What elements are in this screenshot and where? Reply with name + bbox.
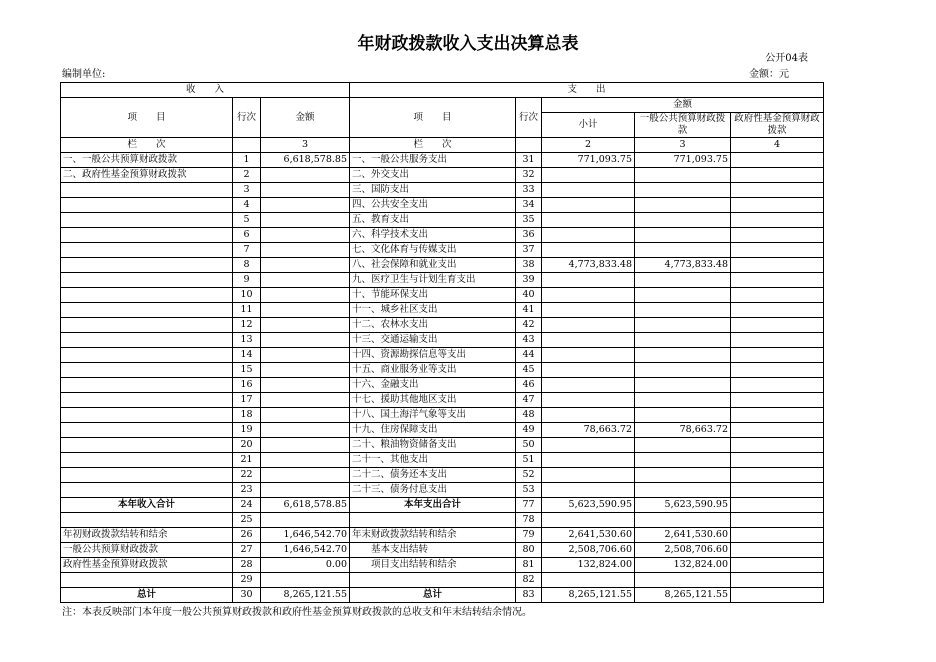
expense-item-cell: 二十、粮油物资储备支出 <box>350 438 516 453</box>
expense-general-budget-cell: 78,663.72 <box>635 423 731 438</box>
table-row <box>61 483 824 498</box>
income-item-cell: 年初财政拨款结转和结余 <box>61 528 233 543</box>
income-item-cell <box>61 378 233 393</box>
expense-general-budget-cell <box>635 333 731 348</box>
income-amount-cell <box>261 453 350 468</box>
expense-item-cell: 十三、交通运输支出 <box>350 333 516 348</box>
income-line-no-cell: 18 <box>233 408 261 423</box>
expense-gov-fund-cell <box>731 468 824 483</box>
expense-subtotal-cell <box>542 183 635 198</box>
table-row <box>61 498 824 513</box>
table-row <box>61 348 824 363</box>
expense-line-no-cell: 31 <box>516 153 542 168</box>
expense-item-cell: 四、公共安全支出 <box>350 198 516 213</box>
expense-subtotal-cell: 78,663.72 <box>542 423 635 438</box>
expense-gov-fund-cell <box>731 213 824 228</box>
income-item-cell <box>61 318 233 333</box>
expense-line-no-cell: 51 <box>516 453 542 468</box>
table-row <box>61 363 824 378</box>
expense-subtotal-cell: 4,773,833.48 <box>542 258 635 273</box>
expense-line-no-cell: 81 <box>516 558 542 573</box>
income-line-no-cell: 13 <box>233 333 261 348</box>
income-item-cell <box>61 213 233 228</box>
income-amount-cell <box>261 273 350 288</box>
expense-subtotal-cell: 2,508,706.60 <box>542 543 635 558</box>
expense-general-budget-cell <box>635 408 731 423</box>
expense-gov-fund-cell <box>731 423 824 438</box>
expense-subtotal-cell: 132,824.00 <box>542 558 635 573</box>
expense-general-budget-cell: 4,773,833.48 <box>635 258 731 273</box>
expense-line-no-cell: 41 <box>516 303 542 318</box>
income-item-cell <box>61 273 233 288</box>
income-line-no-cell: 22 <box>233 468 261 483</box>
income-amount-cell <box>261 288 350 303</box>
expense-subtotal-cell <box>542 468 635 483</box>
expense-gov-fund-cell <box>731 288 824 303</box>
income-col-3: 3 <box>261 138 350 153</box>
expense-gov-fund-cell <box>731 243 824 258</box>
expense-subtotal-cell: 771,093.75 <box>542 153 635 168</box>
table-row <box>61 468 824 483</box>
income-amount-cell <box>261 468 350 483</box>
expense-general-budget-cell <box>635 348 731 363</box>
expense-general-budget-cell <box>635 183 731 198</box>
compiling-unit-label: 编制单位: <box>62 69 106 80</box>
table-row <box>61 288 824 303</box>
income-line-no-cell: 11 <box>233 303 261 318</box>
table-row <box>61 393 824 408</box>
income-amount-cell <box>261 228 350 243</box>
expense-general-budget-cell <box>635 573 731 588</box>
income-item-cell <box>61 228 233 243</box>
table-row <box>61 573 824 588</box>
expense-gov-fund-cell <box>731 318 824 333</box>
expense-subtotal-cell <box>542 393 635 408</box>
expense-line-no-cell: 47 <box>516 393 542 408</box>
income-amount-cell <box>261 363 350 378</box>
income-line-no-cell: 9 <box>233 273 261 288</box>
expense-general-budget-cell <box>635 468 731 483</box>
expense-line-no-cell: 46 <box>516 378 542 393</box>
expense-item-header: 项 目 <box>350 98 516 138</box>
expense-general-budget-cell <box>635 453 731 468</box>
income-line-no-cell: 2 <box>233 168 261 183</box>
expense-line-no-cell: 44 <box>516 348 542 363</box>
table-row <box>61 273 824 288</box>
income-amount-cell: 0.00 <box>261 558 350 573</box>
expense-general-budget-cell <box>635 213 731 228</box>
expense-general-budget-cell <box>635 438 731 453</box>
expense-gov-fund-cell <box>731 258 824 273</box>
expense-item-cell: 三、国防支出 <box>350 183 516 198</box>
expense-general-budget-cell <box>635 198 731 213</box>
expense-gov-fund-cell <box>731 333 824 348</box>
expense-col-label: 栏 次 <box>350 138 516 153</box>
expense-subtotal-cell <box>542 453 635 468</box>
income-amount-cell <box>261 168 350 183</box>
expense-item-cell: 十二、农林水支出 <box>350 318 516 333</box>
table-row <box>61 543 824 558</box>
expense-general-budget-cell: 8,265,121.55 <box>635 588 731 603</box>
expense-item-cell: 基本支出结转 <box>350 543 516 558</box>
income-item-cell: 政府性基金预算财政拨款 <box>61 558 233 573</box>
income-item-cell <box>61 258 233 273</box>
expense-general-budget-cell <box>635 273 731 288</box>
form-number: 公开04表 <box>765 53 808 64</box>
expense-item-cell: 总计 <box>350 588 516 603</box>
income-item-cell <box>61 183 233 198</box>
table-row <box>61 318 824 333</box>
income-amount-cell <box>261 198 350 213</box>
income-amount-cell <box>261 258 350 273</box>
expense-line-no-cell: 77 <box>516 498 542 513</box>
income-line-no-cell: 17 <box>233 393 261 408</box>
table-row <box>61 453 824 468</box>
budget-summary-table <box>60 82 824 603</box>
income-line-no-cell: 30 <box>233 588 261 603</box>
expense-item-cell: 十七、援助其他地区支出 <box>350 393 516 408</box>
income-line-no-header: 行次 <box>233 98 261 138</box>
expense-item-cell: 十八、国土海洋气象等支出 <box>350 408 516 423</box>
expense-subtotal-cell <box>542 168 635 183</box>
expense-col-2: 2 <box>542 138 635 153</box>
expense-subtotal-cell <box>542 513 635 528</box>
table-row <box>61 588 824 603</box>
expense-line-no-cell: 49 <box>516 423 542 438</box>
expense-line-no-cell: 78 <box>516 513 542 528</box>
expense-gov-fund-cell <box>731 168 824 183</box>
income-line-no-cell: 24 <box>233 498 261 513</box>
table-row <box>61 408 824 423</box>
expense-gov-fund-cell <box>731 393 824 408</box>
expense-line-no-cell: 80 <box>516 543 542 558</box>
expense-line-no-cell: 43 <box>516 333 542 348</box>
income-line-no-cell: 15 <box>233 363 261 378</box>
income-item-cell <box>61 393 233 408</box>
income-item-header: 项 目 <box>61 98 233 138</box>
income-item-cell <box>61 333 233 348</box>
income-amount-cell: 6,618,578.85 <box>261 498 350 513</box>
income-amount-cell <box>261 393 350 408</box>
expense-line-no-cell: 52 <box>516 468 542 483</box>
income-amount-cell <box>261 483 350 498</box>
income-item-cell <box>61 408 233 423</box>
income-line-no-cell: 7 <box>233 243 261 258</box>
expense-line-no-cell: 39 <box>516 273 542 288</box>
income-item-cell <box>61 243 233 258</box>
income-header: 收 入 <box>61 83 350 98</box>
income-item-cell <box>61 573 233 588</box>
subtotal-header: 小计 <box>542 113 635 138</box>
expense-general-budget-cell <box>635 393 731 408</box>
expense-general-budget-cell <box>635 363 731 378</box>
report-title: 年财政拨款收入支出决算总表 <box>357 34 579 54</box>
income-line-no-cell: 8 <box>233 258 261 273</box>
income-line-no-cell: 28 <box>233 558 261 573</box>
expense-subtotal-cell <box>542 213 635 228</box>
expense-item-cell: 二十三、债务付息支出 <box>350 483 516 498</box>
table-body <box>61 83 824 603</box>
expense-line-no-cell: 48 <box>516 408 542 423</box>
expense-subtotal-cell <box>542 348 635 363</box>
expense-general-budget-cell: 2,508,706.60 <box>635 543 731 558</box>
expense-line-no-cell: 32 <box>516 168 542 183</box>
income-amount-cell <box>261 183 350 198</box>
income-line-no-cell: 29 <box>233 573 261 588</box>
income-line-no-cell: 23 <box>233 483 261 498</box>
income-amount-cell <box>261 318 350 333</box>
income-amount-cell <box>261 423 350 438</box>
income-line-no-cell: 1 <box>233 153 261 168</box>
expense-item-cell: 二、外交支出 <box>350 168 516 183</box>
expense-item-cell: 项目支出结转和结余 <box>350 558 516 573</box>
income-amount-cell: 6,618,578.85 <box>261 153 350 168</box>
income-col-blank <box>233 138 261 153</box>
income-item-cell <box>61 423 233 438</box>
gov-fund-header: 政府性基金预算财政拨款 <box>731 113 824 138</box>
income-line-no-cell: 10 <box>233 288 261 303</box>
income-amount-cell <box>261 213 350 228</box>
income-line-no-cell: 6 <box>233 228 261 243</box>
expense-item-cell <box>350 573 516 588</box>
expense-subtotal-cell <box>542 408 635 423</box>
expense-general-budget-cell <box>635 483 731 498</box>
income-line-no-cell: 14 <box>233 348 261 363</box>
income-line-no-cell: 12 <box>233 318 261 333</box>
expense-col-blank <box>516 138 542 153</box>
income-amount-cell <box>261 348 350 363</box>
expense-item-cell: 五、教育支出 <box>350 213 516 228</box>
income-amount-cell: 1,646,542.70 <box>261 543 350 558</box>
expense-gov-fund-cell <box>731 453 824 468</box>
table-row <box>61 528 824 543</box>
income-amount-cell <box>261 438 350 453</box>
income-amount-cell: 1,646,542.70 <box>261 528 350 543</box>
expense-gov-fund-cell <box>731 513 824 528</box>
table-row <box>61 438 824 453</box>
expense-gov-fund-cell <box>731 198 824 213</box>
expense-subtotal-cell <box>542 333 635 348</box>
expense-subtotal-cell <box>542 303 635 318</box>
expense-line-no-cell: 35 <box>516 213 542 228</box>
expense-line-no-cell: 36 <box>516 228 542 243</box>
expense-item-cell: 二十一、其他支出 <box>350 453 516 468</box>
table-row <box>61 423 824 438</box>
income-item-cell <box>61 453 233 468</box>
expense-gov-fund-cell <box>731 483 824 498</box>
expense-gov-fund-cell <box>731 543 824 558</box>
expense-subtotal-cell <box>542 378 635 393</box>
expense-subtotal-cell <box>542 438 635 453</box>
general-budget-header: 一般公共预算财政拨款 <box>635 113 731 138</box>
expense-gov-fund-cell <box>731 153 824 168</box>
income-amount-cell: 8,265,121.55 <box>261 588 350 603</box>
header-row-2 <box>61 98 824 113</box>
expense-general-budget-cell <box>635 228 731 243</box>
income-item-cell: 一般公共预算财政拨款 <box>61 543 233 558</box>
income-item-cell: 本年收入合计 <box>61 498 233 513</box>
table-row <box>61 228 824 243</box>
income-item-cell <box>61 288 233 303</box>
income-item-cell <box>61 438 233 453</box>
expense-line-no-cell: 42 <box>516 318 542 333</box>
expense-subtotal-cell <box>542 288 635 303</box>
income-item-cell: 总计 <box>61 588 233 603</box>
table-row <box>61 198 824 213</box>
expense-line-no-cell: 50 <box>516 438 542 453</box>
expense-subtotal-cell <box>542 228 635 243</box>
income-amount-cell <box>261 243 350 258</box>
expense-item-cell: 七、文化体育与传媒支出 <box>350 243 516 258</box>
income-line-no-cell: 16 <box>233 378 261 393</box>
income-col-label: 栏 次 <box>61 138 233 153</box>
expense-subtotal-cell <box>542 198 635 213</box>
expense-line-no-cell: 38 <box>516 258 542 273</box>
expense-gov-fund-cell <box>731 558 824 573</box>
expense-general-budget-cell: 2,641,530.60 <box>635 528 731 543</box>
income-amount-header: 金额 <box>261 98 350 138</box>
column-index-row <box>61 138 824 153</box>
expense-line-no-cell: 53 <box>516 483 542 498</box>
income-item-cell <box>61 483 233 498</box>
table-row <box>61 243 824 258</box>
expense-general-budget-cell <box>635 243 731 258</box>
income-item-cell <box>61 198 233 213</box>
table-row <box>61 303 824 318</box>
expense-line-no-cell: 45 <box>516 363 542 378</box>
expense-line-no-header: 行次 <box>516 98 542 138</box>
amount-unit-label: 金额：元 <box>749 69 789 80</box>
income-item-cell <box>61 468 233 483</box>
expense-subtotal-cell <box>542 483 635 498</box>
expense-gov-fund-cell <box>731 588 824 603</box>
expense-gov-fund-cell <box>731 378 824 393</box>
expense-line-no-cell: 83 <box>516 588 542 603</box>
table-row <box>61 168 824 183</box>
expense-gov-fund-cell <box>731 573 824 588</box>
expense-general-budget-cell <box>635 318 731 333</box>
expense-item-cell: 本年支出合计 <box>350 498 516 513</box>
expense-item-cell: 十、节能环保支出 <box>350 288 516 303</box>
income-line-no-cell: 21 <box>233 453 261 468</box>
expense-line-no-cell: 40 <box>516 288 542 303</box>
income-line-no-cell: 19 <box>233 423 261 438</box>
table-row <box>61 213 824 228</box>
expense-item-cell: 九、医疗卫生与计划生育支出 <box>350 273 516 288</box>
income-item-cell: 二、政府性基金预算财政拨款 <box>61 168 233 183</box>
expense-gov-fund-cell <box>731 228 824 243</box>
income-line-no-cell: 26 <box>233 528 261 543</box>
table-row <box>61 513 824 528</box>
expense-general-budget-cell <box>635 303 731 318</box>
expense-general-budget-cell <box>635 513 731 528</box>
expense-general-budget-cell <box>635 288 731 303</box>
table-row <box>61 258 824 273</box>
expense-general-budget-cell <box>635 168 731 183</box>
income-line-no-cell: 3 <box>233 183 261 198</box>
income-amount-cell <box>261 378 350 393</box>
expense-amount-header: 金额 <box>542 98 824 113</box>
income-line-no-cell: 20 <box>233 438 261 453</box>
income-item-cell <box>61 348 233 363</box>
income-item-cell <box>61 303 233 318</box>
expense-item-cell: 八、社会保障和就业支出 <box>350 258 516 273</box>
expense-general-budget-cell: 5,623,590.95 <box>635 498 731 513</box>
income-amount-cell <box>261 513 350 528</box>
expense-gov-fund-cell <box>731 408 824 423</box>
expense-item-cell: 一、一般公共服务支出 <box>350 153 516 168</box>
expense-gov-fund-cell <box>731 498 824 513</box>
expense-item-cell: 十六、金融支出 <box>350 378 516 393</box>
expense-general-budget-cell <box>635 378 731 393</box>
income-amount-cell <box>261 408 350 423</box>
table-row <box>61 183 824 198</box>
expense-item-cell: 十九、住房保障支出 <box>350 423 516 438</box>
expense-gov-fund-cell <box>731 438 824 453</box>
expense-subtotal-cell: 8,265,121.55 <box>542 588 635 603</box>
expense-line-no-cell: 82 <box>516 573 542 588</box>
income-line-no-cell: 27 <box>233 543 261 558</box>
expense-gov-fund-cell <box>731 303 824 318</box>
expense-gov-fund-cell <box>731 348 824 363</box>
expense-gov-fund-cell <box>731 363 824 378</box>
expense-gov-fund-cell <box>731 183 824 198</box>
income-amount-cell <box>261 333 350 348</box>
expense-item-cell <box>350 513 516 528</box>
income-item-cell <box>61 513 233 528</box>
expense-line-no-cell: 34 <box>516 198 542 213</box>
income-amount-cell <box>261 573 350 588</box>
income-item-cell <box>61 363 233 378</box>
expense-col-3: 3 <box>635 138 731 153</box>
expense-subtotal-cell: 5,623,590.95 <box>542 498 635 513</box>
expense-header: 支 出 <box>350 83 824 98</box>
expense-subtotal-cell <box>542 573 635 588</box>
expense-subtotal-cell: 2,641,530.60 <box>542 528 635 543</box>
income-line-no-cell: 25 <box>233 513 261 528</box>
expense-gov-fund-cell <box>731 273 824 288</box>
expense-line-no-cell: 33 <box>516 183 542 198</box>
expense-item-cell: 二十二、债务还本支出 <box>350 468 516 483</box>
expense-subtotal-cell <box>542 363 635 378</box>
expense-item-cell: 十一、城乡社区支出 <box>350 303 516 318</box>
footnote: 注：本表反映部门本年度一般公共预算财政拨款和政府性基金预算财政拨款的总收支和年末结转结余情况。 <box>62 607 532 618</box>
expense-item-cell: 十五、商业服务业等支出 <box>350 363 516 378</box>
header-row-1 <box>61 83 824 98</box>
table-row <box>61 558 824 573</box>
expense-line-no-cell: 79 <box>516 528 542 543</box>
table-row <box>61 378 824 393</box>
income-line-no-cell: 4 <box>233 198 261 213</box>
income-item-cell: 一、一般公共预算财政拨款 <box>61 153 233 168</box>
expense-item-cell: 十四、资源勘探信息等支出 <box>350 348 516 363</box>
income-amount-cell <box>261 303 350 318</box>
income-line-no-cell: 5 <box>233 213 261 228</box>
expense-line-no-cell: 37 <box>516 243 542 258</box>
table-row <box>61 333 824 348</box>
expense-general-budget-cell: 771,093.75 <box>635 153 731 168</box>
expense-item-cell: 六、科学技术支出 <box>350 228 516 243</box>
expense-col-4: 4 <box>731 138 824 153</box>
expense-subtotal-cell <box>542 318 635 333</box>
expense-subtotal-cell <box>542 273 635 288</box>
expense-general-budget-cell: 132,824.00 <box>635 558 731 573</box>
expense-subtotal-cell <box>542 243 635 258</box>
expense-item-cell: 年末财政拨款结转和结余 <box>350 528 516 543</box>
expense-gov-fund-cell <box>731 528 824 543</box>
table-row <box>61 153 824 168</box>
